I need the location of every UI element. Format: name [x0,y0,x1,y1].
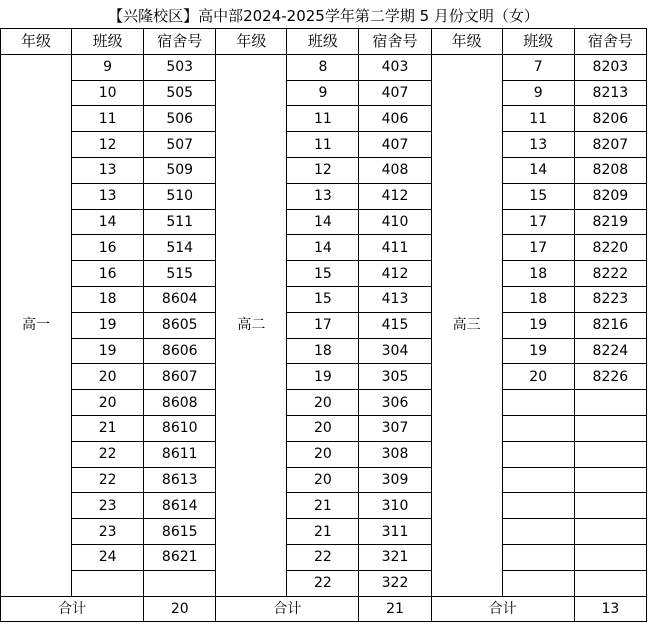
grade-cell-senior-2: 高二 [216,54,287,596]
class-cell: 8 [287,54,359,80]
class-cell: 14 [287,235,359,261]
header-cell: 宿舍号 [144,29,216,55]
class-cell: 9 [72,54,144,80]
dorm-room-cell: 8226 [574,364,646,390]
table-row [1,286,647,312]
class-cell: 15 [287,261,359,287]
table-row [1,390,647,416]
title-row [1,3,647,29]
class-cell: 24 [72,544,144,570]
header-cell: 宿舍号 [359,29,431,55]
dorm-room-cell: 8208 [574,157,646,183]
grade-cell-senior-1: 高一 [1,54,72,596]
header-cell: 年级 [431,29,502,55]
class-cell: 7 [502,54,574,80]
table-row [1,132,647,158]
class-cell: 18 [287,338,359,364]
class-cell: 13 [287,183,359,209]
class-cell [502,493,574,519]
dorm-room-cell: 408 [359,157,431,183]
dorm-room-cell: 412 [359,261,431,287]
dorm-room-cell: 503 [144,54,216,80]
dorm-room-cell: 8610 [144,415,216,441]
dorm-room-cell: 506 [144,106,216,132]
class-cell: 17 [502,235,574,261]
table-title: 【兴隆校区】高中部2024-2025学年第二学期 5 月份文明（女） [1,3,647,29]
dorm-room-cell: 509 [144,157,216,183]
dorm-room-cell: 8223 [574,286,646,312]
dorm-room-cell [574,544,646,570]
class-cell: 13 [72,183,144,209]
class-cell: 20 [72,390,144,416]
header-row [1,29,647,55]
dorm-room-cell: 311 [359,519,431,545]
class-cell: 21 [287,493,359,519]
total-row [1,596,647,622]
table-row [1,415,647,441]
class-cell: 17 [502,209,574,235]
class-cell: 9 [502,80,574,106]
class-cell: 14 [72,209,144,235]
class-cell: 20 [287,467,359,493]
class-cell: 20 [287,415,359,441]
class-cell: 12 [287,157,359,183]
dorm-room-cell: 514 [144,235,216,261]
dorm-room-cell [144,570,216,596]
class-cell [502,544,574,570]
dorm-room-cell [574,519,646,545]
table-row [1,312,647,338]
header-cell: 年级 [216,29,287,55]
class-cell: 15 [287,286,359,312]
class-cell: 14 [502,157,574,183]
dorm-room-cell: 8606 [144,338,216,364]
class-cell: 19 [502,312,574,338]
class-cell: 22 [72,467,144,493]
dorm-room-cell: 8213 [574,80,646,106]
dorm-room-cell: 411 [359,235,431,261]
dorm-room-cell: 322 [359,570,431,596]
dorm-room-cell: 8206 [574,106,646,132]
dorm-civility-table [0,3,647,622]
dorm-room-cell: 8613 [144,467,216,493]
dorm-room-cell: 510 [144,183,216,209]
class-cell: 13 [502,132,574,158]
dorm-room-cell: 8222 [574,261,646,287]
class-cell: 19 [287,364,359,390]
table-row [1,54,647,80]
dorm-room-cell: 8207 [574,132,646,158]
dorm-room-cell [574,467,646,493]
class-cell [72,570,144,596]
dorm-room-cell: 412 [359,183,431,209]
class-cell: 15 [502,183,574,209]
dorm-room-cell: 8614 [144,493,216,519]
class-cell: 23 [72,519,144,545]
dorm-room-cell: 403 [359,54,431,80]
dorm-room-cell: 8615 [144,519,216,545]
dorm-room-cell: 8224 [574,338,646,364]
dorm-room-cell: 415 [359,312,431,338]
class-cell [502,415,574,441]
dorm-room-cell: 304 [359,338,431,364]
dorm-room-cell [574,570,646,596]
total-value: 13 [574,596,646,622]
class-cell: 20 [287,390,359,416]
dorm-room-cell [574,390,646,416]
table-row [1,157,647,183]
class-cell: 17 [287,312,359,338]
dorm-room-cell: 8216 [574,312,646,338]
table-row [1,493,647,519]
class-cell: 19 [502,338,574,364]
dorm-room-cell: 8611 [144,441,216,467]
class-cell [502,441,574,467]
total-value: 21 [359,596,431,622]
class-cell: 11 [287,106,359,132]
dorm-room-cell: 309 [359,467,431,493]
table-row [1,209,647,235]
table-row [1,80,647,106]
table-row [1,570,647,596]
dorm-room-cell: 310 [359,493,431,519]
class-cell: 11 [502,106,574,132]
class-cell: 22 [72,441,144,467]
dorm-room-cell: 8209 [574,183,646,209]
table-row [1,338,647,364]
dorm-room-cell: 8607 [144,364,216,390]
class-cell: 9 [287,80,359,106]
table-row [1,544,647,570]
class-cell: 11 [287,132,359,158]
class-cell: 18 [502,286,574,312]
dorm-room-cell: 8621 [144,544,216,570]
table-row [1,183,647,209]
class-cell: 19 [72,312,144,338]
class-cell: 20 [287,441,359,467]
table-row [1,235,647,261]
dorm-room-cell [574,415,646,441]
class-cell: 16 [72,235,144,261]
grade-cell-senior-3: 高三 [431,54,502,596]
dorm-room-cell: 511 [144,209,216,235]
class-cell: 21 [72,415,144,441]
dorm-room-cell: 306 [359,390,431,416]
class-cell: 10 [72,80,144,106]
class-cell: 22 [287,544,359,570]
dorm-room-cell: 8203 [574,54,646,80]
dorm-room-cell: 321 [359,544,431,570]
dorm-room-cell: 8219 [574,209,646,235]
table-row [1,106,647,132]
dorm-room-cell: 413 [359,286,431,312]
class-cell [502,570,574,596]
table-row [1,261,647,287]
header-cell: 班级 [72,29,144,55]
table-row [1,467,647,493]
dorm-room-cell [574,441,646,467]
table-row [1,519,647,545]
class-cell [502,467,574,493]
class-cell: 23 [72,493,144,519]
total-label: 合计 [1,596,144,622]
total-value: 20 [144,596,216,622]
table-row [1,441,647,467]
class-cell: 18 [72,286,144,312]
class-cell [502,519,574,545]
header-cell: 年级 [1,29,72,55]
table-row [1,364,647,390]
header-cell: 宿舍号 [574,29,646,55]
class-cell: 12 [72,132,144,158]
total-label: 合计 [216,596,359,622]
total-label: 合计 [431,596,574,622]
dorm-room-cell: 407 [359,80,431,106]
class-cell: 14 [287,209,359,235]
dorm-room-cell: 305 [359,364,431,390]
dorm-room-cell: 406 [359,106,431,132]
class-cell: 16 [72,261,144,287]
class-cell: 13 [72,157,144,183]
class-cell: 20 [502,364,574,390]
class-cell: 19 [72,338,144,364]
dorm-room-cell: 8220 [574,235,646,261]
dorm-room-cell: 515 [144,261,216,287]
dorm-room-cell: 8605 [144,312,216,338]
dorm-room-cell: 8608 [144,390,216,416]
dorm-room-cell: 308 [359,441,431,467]
class-cell: 18 [502,261,574,287]
dorm-room-cell [574,493,646,519]
header-cell: 班级 [287,29,359,55]
class-cell: 11 [72,106,144,132]
class-cell: 21 [287,519,359,545]
dorm-room-cell: 410 [359,209,431,235]
dorm-room-cell: 407 [359,132,431,158]
dorm-room-cell: 8604 [144,286,216,312]
header-cell: 班级 [502,29,574,55]
class-cell [502,390,574,416]
class-cell: 20 [72,364,144,390]
dorm-room-cell: 507 [144,132,216,158]
class-cell: 22 [287,570,359,596]
dorm-room-cell: 505 [144,80,216,106]
dorm-room-cell: 307 [359,415,431,441]
